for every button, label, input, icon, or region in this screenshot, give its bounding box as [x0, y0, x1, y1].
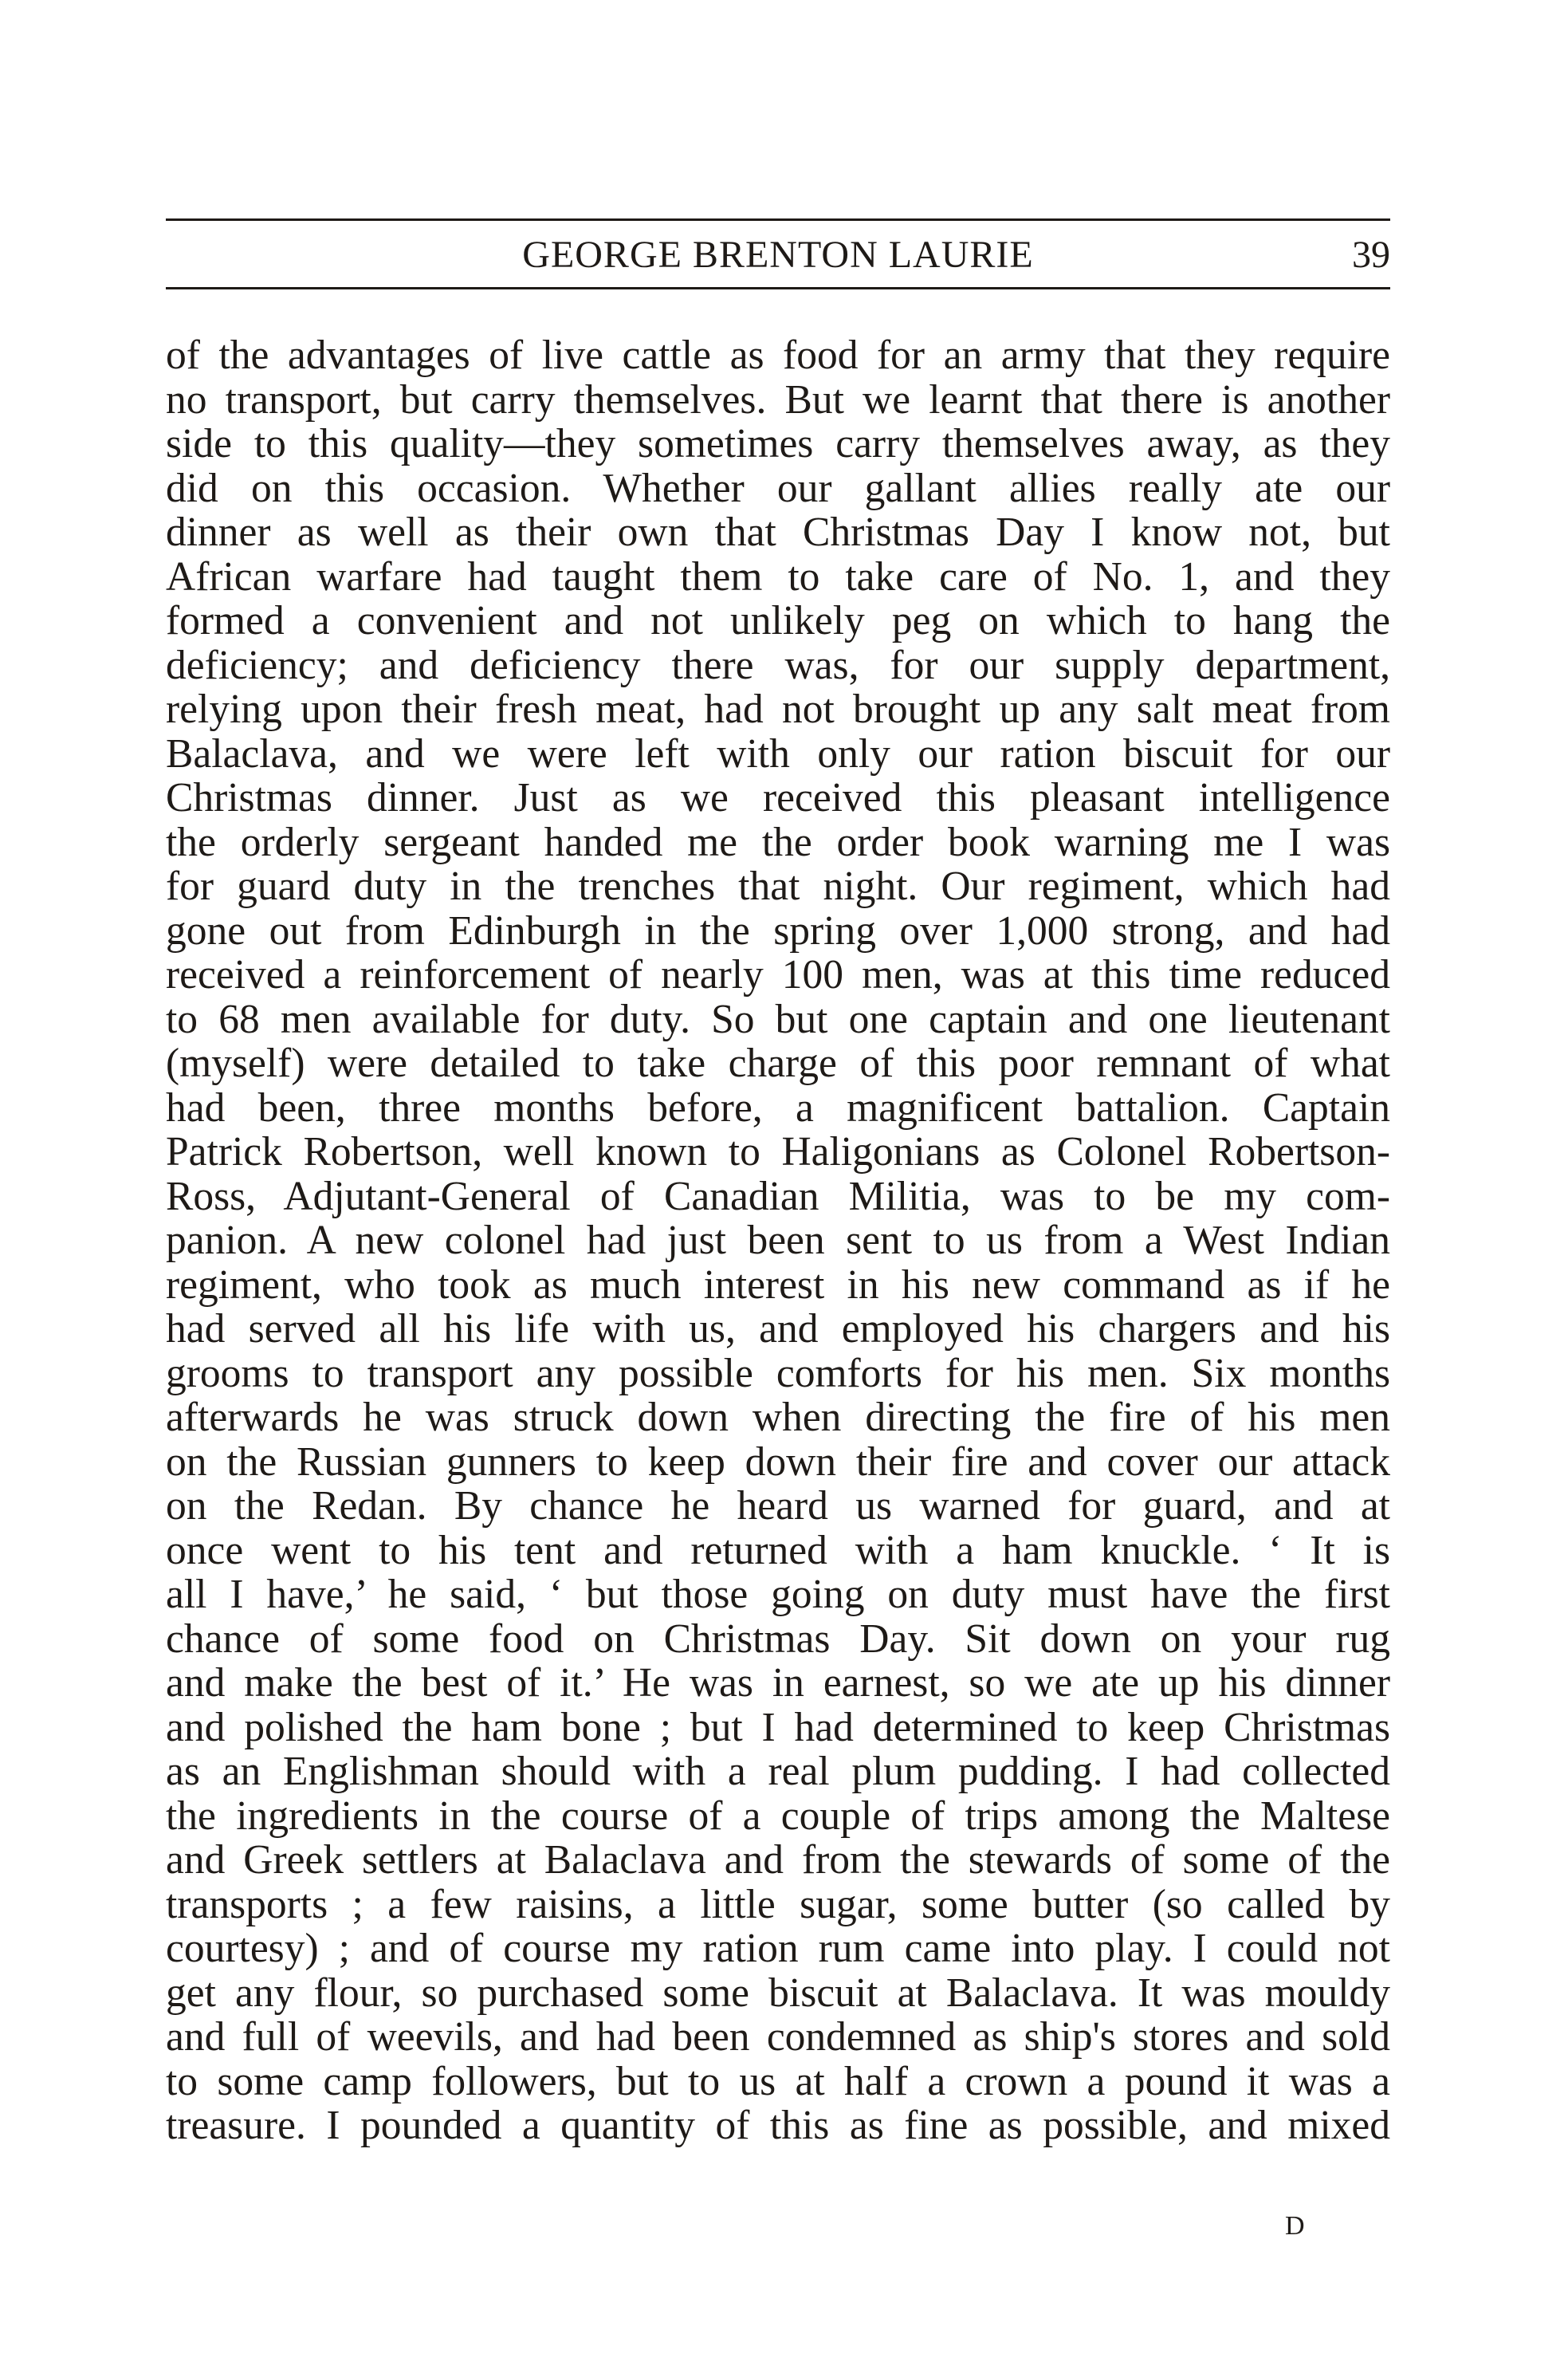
text-line: Christmas dinner. Just as we received this pleasant intelligence — [166, 775, 1390, 821]
text-line: did on this occasion. Whether our gallant allies really ate our — [166, 465, 1390, 511]
text-line: as an Englishman should with a real plum pudding. I had collected — [166, 1749, 1390, 1794]
text-line: chance of some food on Christmas Day. Sit down on your rug — [166, 1615, 1390, 1662]
text-line: to some camp followers, but to us at half a crown a pound it was a — [166, 2058, 1390, 2104]
running-head — [166, 230, 1390, 281]
text-line: had served all his life with us, and employed his chargers and his — [166, 1306, 1390, 1352]
text-line: Ross, Adjutant-General of Canadian Militia, was to be my com- — [166, 1173, 1390, 1219]
text-line: and make the best of it.’ He was in earnest, so we ate up his dinner — [166, 1660, 1390, 1706]
text-line: treasure. I pounded a quantity of this as fine as possible, and mixed — [166, 2103, 1390, 2148]
text-line: of the advantages of live cattle as food for an army that they require — [166, 333, 1390, 378]
header-rule-bottom — [166, 287, 1390, 289]
page-number: 39 — [1352, 234, 1390, 276]
text-line: Balaclava, and we were left with only our ration biscuit for our — [166, 730, 1390, 777]
text-line: once went to his tent and returned with a ham knuckle. ‘ It is — [166, 1527, 1390, 1573]
body-text — [166, 333, 1390, 2148]
text-line: deficiency; and deficiency there was, for our supply department, — [166, 642, 1390, 688]
text-line: and Greek settlers at Balaclava and from the stewards of some of the — [166, 1837, 1390, 1883]
text-line: all I have,’ he said, ‘ but those going on duty must have the first — [166, 1572, 1390, 1617]
text-line: and polished the ham bone ; but I had determined to keep Christmas — [166, 1704, 1390, 1750]
text-line: the orderly sergeant handed me the order book warning me I was — [166, 819, 1390, 865]
text-line: no transport, but carry themselves. But we learnt that there is another — [166, 376, 1390, 423]
text-line: on the Redan. By chance he heard us warned for guard, and at — [166, 1483, 1390, 1529]
text-line: courtesy) ; and of course my ration rum came into play. I could not — [166, 1926, 1390, 1971]
text-line: side to this quality—they sometimes carry themselves away, as they — [166, 421, 1390, 466]
signature-mark: D — [1285, 2211, 1305, 2241]
text-line: received a reinforcement of nearly 100 men, was at this time reduced — [166, 952, 1390, 998]
text-line: afterwards he was struck down when directing the fire of his men — [166, 1395, 1390, 1440]
text-line: dinner as well as their own that Christmas Day I know not, but — [166, 510, 1390, 555]
text-line: gone out from Edinburgh in the spring over 1,000 strong, and had — [166, 907, 1390, 954]
header-rule-top — [166, 218, 1390, 221]
text-line: to 68 men available for duty. So but one captain and one lieutenant — [166, 996, 1390, 1042]
text-line: had been, three months before, a magnificent battalion. Captain — [166, 1084, 1390, 1131]
text-line: grooms to transport any possible comforts for his men. Six months — [166, 1350, 1390, 1396]
text-line: formed a convenient and not unlikely peg on which to hang the — [166, 598, 1390, 643]
text-line: on the Russian gunners to keep down their fire and cover our attack — [166, 1438, 1390, 1485]
text-line: relying upon their fresh meat, had not brought up any salt meat from — [166, 687, 1390, 732]
text-line: regiment, who took as much interest in his new command as if he — [166, 1261, 1390, 1308]
text-line: Patrick Robertson, well known to Haligonians as Colonel Robertson- — [166, 1129, 1390, 1175]
text-line: transports ; a few raisins, a little sugar, some butter (so called by — [166, 1881, 1390, 1927]
text-line: and full of weevils, and had been condemned as ship's stores and sold — [166, 2014, 1390, 2060]
text-line: get any flour, so purchased some biscuit at Balaclava. It was mouldy — [166, 1970, 1390, 2016]
running-title: GEORGE BRENTON LAURIE — [522, 234, 1034, 276]
text-line: the ingredients in the course of a couple of trips among the Maltese — [166, 1793, 1390, 1839]
text-line: for guard duty in the trenches that night. Our regiment, which had — [166, 864, 1390, 909]
text-line: (myself) were detailed to take charge of this poor remnant of what — [166, 1041, 1390, 1086]
text-line: panion. A new colonel had just been sent to us from a West Indian — [166, 1218, 1390, 1263]
text-line: African warfare had taught them to take care of No. 1, and they — [166, 553, 1390, 600]
